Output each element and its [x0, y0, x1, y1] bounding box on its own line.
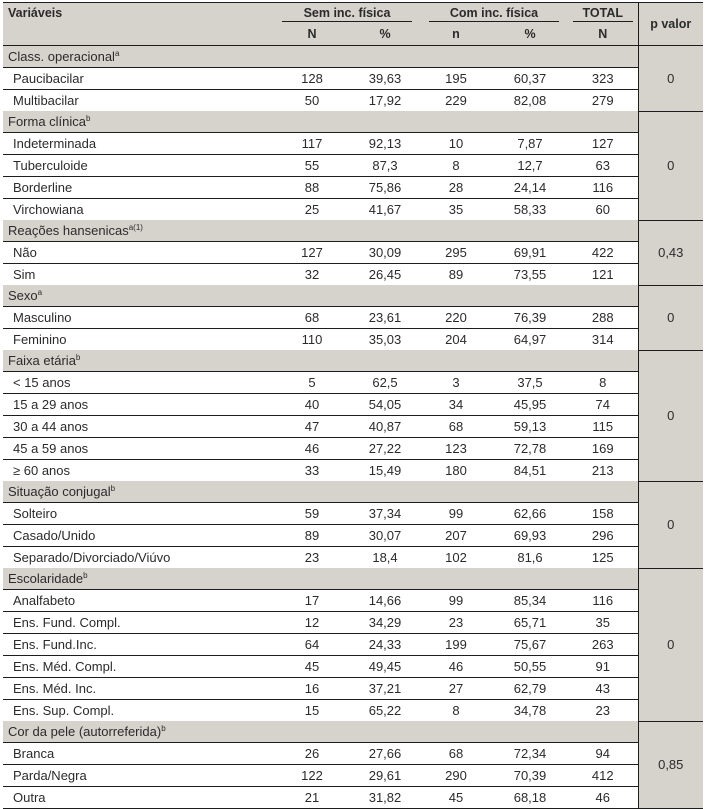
row-total: 213	[591, 463, 614, 478]
percent-with: 73,55	[513, 267, 547, 282]
percent-without: 15,49	[368, 463, 402, 478]
row-total: 279	[591, 93, 614, 108]
category-name: Cor da pele (autorreferida)	[8, 724, 162, 739]
header-group-with: Com inc. física	[420, 3, 568, 25]
row-label: 45 a 59 anos	[3, 438, 274, 460]
category-footnote: b	[86, 114, 91, 123]
count-with: 220	[420, 307, 492, 329]
count-without: 26	[274, 743, 350, 765]
table-row	[3, 68, 703, 90]
table-row	[3, 177, 703, 199]
percent-without: 87,3	[350, 155, 420, 177]
row-total: 115	[568, 416, 638, 438]
category-blank-cell	[274, 721, 350, 743]
category-row	[3, 285, 703, 307]
count-without: 89	[274, 525, 350, 547]
count-without: 88	[274, 177, 350, 199]
row-label: Sim	[13, 267, 36, 282]
category-footnote: b	[83, 571, 88, 580]
percent-without: 54,05	[350, 394, 420, 416]
row-total: 35	[568, 612, 638, 634]
row-total: 323	[568, 68, 638, 90]
header-variables: Variáveis	[3, 3, 274, 25]
count-with: 68	[420, 416, 492, 438]
percent-with: 69,93	[492, 525, 568, 547]
row-total: 60	[595, 202, 610, 217]
category-label	[3, 481, 274, 503]
category-label	[3, 285, 274, 307]
percent-without: 41,67	[368, 202, 402, 217]
row-total: 125	[591, 550, 614, 565]
row-label: ≥ 60 anos	[13, 463, 71, 478]
percent-without: 39,63	[350, 68, 420, 90]
row-total: 74	[568, 394, 638, 416]
percent-without: 92,13	[350, 133, 420, 155]
row-label: Casado/Unido	[3, 525, 274, 547]
row-label: Ens. Fund.Inc.	[3, 634, 274, 656]
category-blank-cell	[350, 46, 420, 68]
count-without: 12	[274, 612, 350, 634]
category-blank-cell	[492, 285, 568, 307]
header-row-1	[3, 3, 703, 25]
row-label: < 15 anos	[3, 372, 274, 394]
percent-without: 49,45	[350, 656, 420, 678]
count-without: 117	[274, 133, 350, 155]
category-blank-cell	[274, 46, 350, 68]
table-row	[3, 438, 703, 460]
row-label: Separado/Divorciado/Viúvo	[13, 550, 171, 565]
category-blank-cell	[420, 350, 492, 372]
category-footnote: b	[161, 724, 166, 733]
header-g2-pct: %	[492, 24, 568, 46]
category-blank-cell	[350, 111, 420, 133]
row-total: 8	[568, 372, 638, 394]
category-blank-cell	[568, 220, 638, 242]
row-total: 422	[568, 242, 638, 264]
row-total: 412	[568, 765, 638, 787]
percent-without: 62,5	[350, 372, 420, 394]
count-without: 110	[301, 332, 323, 347]
table-row	[3, 394, 703, 416]
row-total: 314	[591, 332, 614, 347]
percent-without: 30,09	[350, 242, 420, 264]
category-blank-cell	[492, 721, 568, 743]
category-blank-cell	[274, 568, 350, 590]
category-blank-cell	[568, 481, 638, 503]
category-name: Faixa etária	[8, 353, 76, 368]
count-with: 207	[420, 525, 492, 547]
category-blank-cell	[274, 285, 350, 307]
percent-without: 27,66	[350, 743, 420, 765]
row-label: Analfabeto	[3, 590, 274, 612]
table-row	[3, 329, 703, 351]
percent-with: 64,97	[513, 332, 547, 347]
row-total: 91	[568, 656, 638, 678]
table-row	[3, 590, 703, 612]
count-without: 33	[304, 463, 320, 478]
count-without: 17	[274, 590, 350, 612]
percent-with: 50,55	[492, 656, 568, 678]
count-without: 16	[274, 678, 350, 700]
row-label: Solteiro	[3, 503, 274, 525]
count-without: 127	[274, 242, 350, 264]
table-row	[3, 765, 703, 787]
count-with: 195	[420, 68, 492, 90]
category-blank-cell	[492, 568, 568, 590]
count-without: 45	[274, 656, 350, 678]
p-value-cell: 0	[638, 481, 703, 568]
count-without: 46	[274, 438, 350, 460]
count-with: 8	[452, 703, 460, 718]
row-label: Virchowiana	[13, 202, 84, 217]
count-with: 290	[420, 765, 492, 787]
row-total: 296	[568, 525, 638, 547]
header-g1-n: N	[274, 24, 350, 46]
percent-with: 70,39	[492, 765, 568, 787]
table-row	[3, 503, 703, 525]
category-blank-cell	[274, 111, 350, 133]
table-row	[3, 264, 703, 286]
percent-without: 75,86	[350, 177, 420, 199]
percent-without: 37,34	[350, 503, 420, 525]
table-row	[3, 199, 703, 221]
percent-without: 35,03	[368, 332, 402, 347]
count-without: 68	[274, 307, 350, 329]
table-row	[3, 307, 703, 329]
percent-without: 31,82	[350, 787, 420, 809]
count-with: 102	[445, 550, 467, 565]
header-row-2	[3, 24, 703, 46]
category-footnote: a(1)	[128, 223, 143, 232]
count-without: 15	[304, 703, 320, 718]
percent-with: 59,13	[492, 416, 568, 438]
row-total: 46	[568, 787, 638, 809]
data-table	[3, 2, 703, 809]
table-row	[3, 678, 703, 700]
table-row	[3, 242, 703, 264]
category-blank-cell	[350, 285, 420, 307]
count-without: 21	[274, 787, 350, 809]
table-row	[3, 416, 703, 438]
count-without: 23	[304, 550, 320, 565]
percent-with: 72,34	[492, 743, 568, 765]
header-g2-n: n	[420, 24, 492, 46]
category-name: Situação conjugal	[8, 484, 111, 499]
category-row	[3, 568, 703, 590]
percent-with: 68,18	[492, 787, 568, 809]
row-total: 127	[568, 133, 638, 155]
count-with: 295	[420, 242, 492, 264]
row-total: 158	[568, 503, 638, 525]
header-total-n: N	[568, 24, 638, 46]
percent-with: 81,6	[517, 550, 543, 565]
category-blank-cell	[568, 285, 638, 307]
category-name: Sexo	[8, 288, 38, 303]
count-with: 99	[420, 503, 492, 525]
count-with: 27	[420, 678, 492, 700]
category-blank-cell	[420, 285, 492, 307]
percent-with: 72,78	[492, 438, 568, 460]
row-total: 169	[568, 438, 638, 460]
row-label: Masculino	[3, 307, 274, 329]
row-label: Tuberculoide	[3, 155, 274, 177]
percent-with: 45,95	[492, 394, 568, 416]
category-blank-cell	[492, 111, 568, 133]
p-value-cell: 0	[638, 111, 703, 220]
percent-without: 14,66	[350, 590, 420, 612]
category-footnote: a	[37, 288, 43, 297]
percent-with: 60,37	[492, 68, 568, 90]
row-label: Ens. Fund. Compl.	[3, 612, 274, 634]
count-with: 3	[420, 372, 492, 394]
p-value-cell: 0	[638, 46, 703, 112]
category-footnote: a	[114, 49, 120, 58]
row-total: 63	[568, 155, 638, 177]
percent-without: 30,07	[350, 525, 420, 547]
category-blank-cell	[274, 220, 350, 242]
row-total: 94	[568, 743, 638, 765]
row-label: Não	[3, 242, 274, 264]
count-with: 46	[420, 656, 492, 678]
count-without: 5	[274, 372, 350, 394]
percent-with: 85,34	[492, 590, 568, 612]
category-blank-cell	[420, 481, 492, 503]
p-value-cell: 0,85	[638, 721, 703, 809]
table-row	[3, 460, 703, 482]
category-row	[3, 481, 703, 503]
row-total: 263	[568, 634, 638, 656]
count-without: 32	[304, 267, 320, 282]
table-row	[3, 656, 703, 678]
table-row	[3, 90, 703, 112]
category-blank-cell	[420, 568, 492, 590]
category-blank-cell	[492, 46, 568, 68]
count-without: 55	[274, 155, 350, 177]
percent-with: 34,78	[513, 703, 547, 718]
count-with: 28	[420, 177, 492, 199]
category-blank-cell	[420, 111, 492, 133]
category-blank-cell	[568, 721, 638, 743]
category-blank-cell	[568, 350, 638, 372]
category-blank-cell	[420, 721, 492, 743]
category-blank-cell	[420, 46, 492, 68]
percent-with: 75,67	[492, 634, 568, 656]
row-label: 15 a 29 anos	[3, 394, 274, 416]
row-total: 116	[568, 177, 638, 199]
table-row	[3, 155, 703, 177]
count-with: 8	[420, 155, 492, 177]
percent-without: 23,61	[350, 307, 420, 329]
row-label: Parda/Negra	[3, 765, 274, 787]
row-label: Ens. Méd. Inc.	[3, 678, 274, 700]
percent-with: 69,91	[492, 242, 568, 264]
row-total: 116	[568, 590, 638, 612]
count-with: 68	[420, 743, 492, 765]
count-with: 45	[420, 787, 492, 809]
percent-with: 7,87	[492, 133, 568, 155]
category-blank-cell	[350, 350, 420, 372]
percent-without: 18,4	[372, 550, 398, 565]
percent-with: 76,39	[492, 307, 568, 329]
percent-with: 58,33	[513, 202, 547, 217]
percent-without: 17,92	[368, 93, 402, 108]
count-without: 64	[274, 634, 350, 656]
category-blank-cell	[568, 568, 638, 590]
table-row	[3, 743, 703, 765]
category-blank-cell	[492, 350, 568, 372]
header-blank	[3, 24, 274, 46]
count-without: 50	[304, 93, 320, 108]
count-without: 59	[274, 503, 350, 525]
percent-without: 40,87	[350, 416, 420, 438]
header-g1-pct: %	[350, 24, 420, 46]
category-name: Class. operacional	[8, 49, 115, 64]
count-without: 122	[274, 765, 350, 787]
count-with: 123	[420, 438, 492, 460]
category-label	[3, 568, 274, 590]
category-row	[3, 350, 703, 372]
category-row	[3, 111, 703, 133]
percent-with: 84,51	[513, 463, 547, 478]
percent-without: 24,33	[350, 634, 420, 656]
p-value-cell: 0	[638, 350, 703, 481]
category-blank-cell	[568, 111, 638, 133]
category-row	[3, 220, 703, 242]
p-value-cell: 0,43	[638, 220, 703, 285]
count-with: 35	[448, 202, 464, 217]
count-without: 128	[274, 68, 350, 90]
count-with: 34	[420, 394, 492, 416]
category-blank-cell	[274, 350, 350, 372]
table-row	[3, 525, 703, 547]
percent-without: 29,61	[350, 765, 420, 787]
category-label	[3, 220, 274, 242]
category-blank-cell	[350, 220, 420, 242]
category-row	[3, 46, 703, 68]
category-name: Reações hansenicas	[8, 223, 129, 238]
count-with: 204	[445, 332, 467, 347]
percent-with: 82,08	[513, 93, 547, 108]
table-row	[3, 787, 703, 809]
category-blank-cell	[350, 568, 420, 590]
row-label: Ens. Méd. Compl.	[3, 656, 274, 678]
row-label: Indeterminada	[3, 133, 274, 155]
category-label	[3, 111, 274, 133]
percent-with: 62,79	[492, 678, 568, 700]
category-blank-cell	[350, 481, 420, 503]
p-value-cell: 0	[638, 568, 703, 721]
count-with: 10	[420, 133, 492, 155]
row-label: 30 a 44 anos	[3, 416, 274, 438]
category-blank-cell	[492, 220, 568, 242]
percent-with: 37,5	[492, 372, 568, 394]
table-body	[3, 46, 703, 809]
count-without: 25	[304, 202, 320, 217]
header-group-without: Sem inc. física	[274, 3, 420, 25]
count-without: 47	[274, 416, 350, 438]
p-value-cell: 0	[638, 285, 703, 350]
table-row	[3, 372, 703, 394]
header-pvalue: p valor	[638, 3, 703, 46]
table-row	[3, 634, 703, 656]
percent-with: 62,66	[492, 503, 568, 525]
row-total: 121	[591, 267, 614, 282]
category-name: Escolaridade	[8, 571, 84, 586]
count-with: 23	[420, 612, 492, 634]
row-label: Branca	[3, 743, 274, 765]
count-with: 99	[420, 590, 492, 612]
percent-without: 34,29	[350, 612, 420, 634]
category-name: Forma clínica	[8, 114, 87, 129]
count-with: 180	[445, 463, 467, 478]
row-label: Multibacilar	[13, 93, 79, 108]
percent-with: 65,71	[492, 612, 568, 634]
percent-with: 24,14	[492, 177, 568, 199]
category-blank-cell	[568, 46, 638, 68]
category-blank-cell	[350, 721, 420, 743]
category-footnote: b	[75, 353, 81, 362]
count-with: 89	[448, 267, 464, 282]
percent-without: 65,22	[368, 703, 402, 718]
category-blank-cell	[420, 220, 492, 242]
percent-without: 27,22	[350, 438, 420, 460]
row-label: Borderline	[3, 177, 274, 199]
row-label: Paucibacilar	[3, 68, 274, 90]
table-row	[3, 700, 703, 722]
count-with: 199	[420, 634, 492, 656]
table-row	[3, 612, 703, 634]
category-row	[3, 721, 703, 743]
category-label	[3, 46, 274, 68]
percent-without: 26,45	[368, 267, 402, 282]
category-blank-cell	[274, 481, 350, 503]
count-with: 229	[445, 93, 467, 108]
row-total: 23	[595, 703, 610, 718]
category-label	[3, 721, 274, 743]
category-blank-cell	[492, 481, 568, 503]
row-total: 288	[568, 307, 638, 329]
table-row	[3, 547, 703, 569]
percent-with: 12,7	[492, 155, 568, 177]
table-row	[3, 133, 703, 155]
percent-without: 37,21	[350, 678, 420, 700]
row-label: Outra	[3, 787, 274, 809]
row-total: 43	[568, 678, 638, 700]
row-label: Feminino	[13, 332, 67, 347]
header-total: TOTAL	[568, 3, 638, 25]
count-without: 40	[274, 394, 350, 416]
category-label	[3, 350, 274, 372]
category-footnote: b	[110, 484, 116, 493]
row-label: Ens. Sup. Compl.	[13, 703, 115, 718]
